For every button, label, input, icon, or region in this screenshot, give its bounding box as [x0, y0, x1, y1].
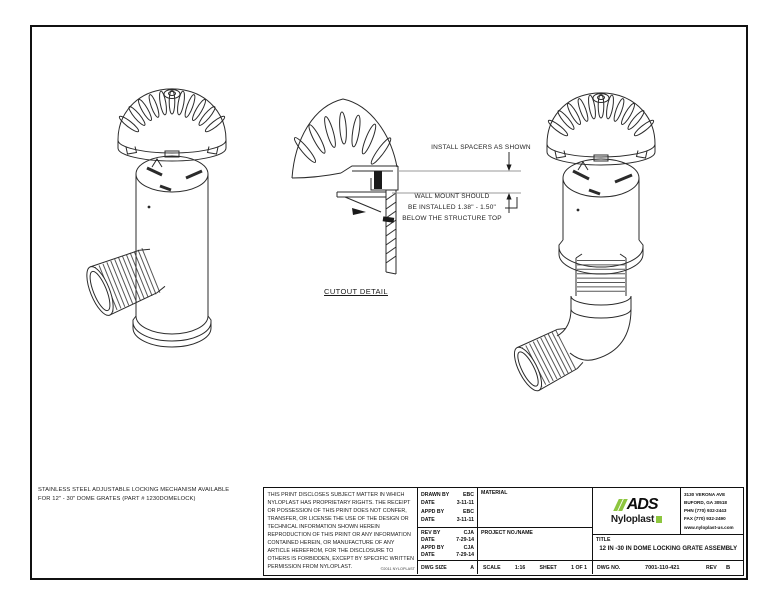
dwg-size-value: A — [470, 564, 474, 571]
sheet-value: 1 OF 1 — [571, 564, 587, 571]
dimension-arrow-down-icon — [506, 165, 511, 172]
company-address — [680, 488, 744, 535]
scale-label: SCALE — [483, 564, 501, 571]
wall-mount-note-line1: WALL MOUNT SHOULD — [414, 193, 490, 200]
date-label: DATE — [421, 537, 435, 544]
date-label: DATE — [421, 551, 435, 558]
rev-appd-date-value: 7-29-14 — [456, 551, 474, 558]
dimension-arrow-up-icon — [506, 193, 511, 200]
cutout-detail-label: CUTOUT DETAIL — [324, 287, 388, 296]
appd-by-value: EBC — [463, 508, 474, 515]
right-assembly-drawing — [509, 93, 655, 395]
rev-by-value: CJA — [463, 530, 474, 537]
nyloplast-logo-mark-icon — [656, 516, 663, 523]
appd-by-label: APPD BY — [421, 508, 445, 515]
date-label: DATE — [421, 517, 435, 524]
title-block — [263, 487, 744, 576]
dwg-no-value: 7001-110-421 — [644, 564, 680, 571]
nyloplast-logo-text: Nyloplast — [610, 514, 655, 525]
appd-date-value: 3-11-11 — [456, 517, 474, 524]
material-cell — [477, 488, 592, 528]
rev-appd-cell — [418, 528, 477, 561]
company-website: www.nyloplast-us.com — [684, 524, 734, 530]
company-column — [592, 488, 743, 574]
stainless-note — [38, 486, 229, 505]
left-assembly-drawing — [81, 89, 226, 347]
date-label: DATE — [421, 500, 435, 507]
scale-sheet-cell — [477, 561, 592, 574]
address-line: 3130 VERONA AVE — [684, 491, 726, 497]
project-label: PROJECT NO./NAME — [481, 530, 533, 536]
rev-date-value: 7-29-14 — [456, 537, 474, 544]
disclaimer-box — [264, 488, 418, 574]
drawing-title: 12 IN -30 IN DOME LOCKING GRATE ASSEMBLY — [599, 546, 738, 552]
wall-mount-note — [402, 192, 502, 224]
rev-by-label: REV BY — [421, 530, 441, 537]
dwg-no-label: DWG NO. — [597, 564, 621, 571]
title-cell — [593, 535, 744, 561]
title-label: TITLE — [596, 537, 611, 543]
address-line: FAX (770) 932-2490 — [684, 516, 726, 522]
install-spacers-note: INSTALL SPACERS AS SHOWN — [431, 144, 531, 151]
stainless-note-line1: STAINLESS STEEL ADJUSTABLE LOCKING MECHANISM AVAILABLE — [38, 487, 230, 493]
address-line: BUFORD, GA 30518 — [684, 499, 727, 505]
wall-mount-note-line3: BELOW THE STRUCTURE TOP — [402, 214, 502, 222]
stainless-note-line2: FOR 12" - 30" DOME GRATES (PART # 1230DOMELOCK) — [38, 496, 196, 503]
material-label: MATERIAL — [481, 490, 508, 496]
sheet-label: SHEET — [539, 564, 557, 571]
copyright-note: ©2011 NYLOPLAST — [380, 566, 415, 571]
disclaimer-text: THIS PRINT DISCLOSES SUBJECT MATTER IN WHICH NYLOPLAST HAS PROPRIETARY RIGHTS. THE RECEIPT OR POSSESSION OF THIS PRINT DOES NOT CONFER, TRANSFER, OR LICENSE THE USE OF THE DESIGN OR TECHNICAL INFORMATION SHOWN HEREIN REPRODUCTION OF THIS PRINT OR ANY INFORMATION CONTAINED HEREIN, OR MANUFACTURE OF ANY ARTICLE HEREFROM, FOR THE DISCLOSURE TO OTHERS IS FORBIDDEN, EXCEPT BY SPECIFIC WRITTEN PERMISSION FROM NYLOPLAST. — [267, 491, 414, 571]
scale-value: 1:16 — [514, 564, 526, 571]
project-cell — [477, 528, 592, 561]
dwg-size-cell — [418, 561, 477, 574]
cutout-detail-drawing — [292, 99, 521, 274]
rev-label: REV — [706, 564, 717, 571]
ads-logo-text: ADS — [626, 496, 658, 513]
rev-appd-by-value: CJA — [463, 544, 474, 551]
company-logo — [593, 488, 680, 535]
wall-mount-note-line2: BE INSTALLED 1.38" - 1.50" — [407, 203, 497, 211]
rev-value: B — [726, 564, 731, 571]
dwg-size-label: DWG SIZE — [421, 564, 447, 571]
address-line: PHN (770) 932-2443 — [684, 508, 727, 514]
dwg-no-cell — [593, 561, 744, 574]
drawn-appd-cell — [418, 488, 477, 528]
drawn-by-label: DRAWN BY — [421, 491, 450, 498]
drawn-date-value: 3-11-11 — [456, 500, 474, 507]
drawn-by-value: EBC — [463, 491, 474, 498]
appd-by-label: APPD BY — [421, 544, 445, 551]
